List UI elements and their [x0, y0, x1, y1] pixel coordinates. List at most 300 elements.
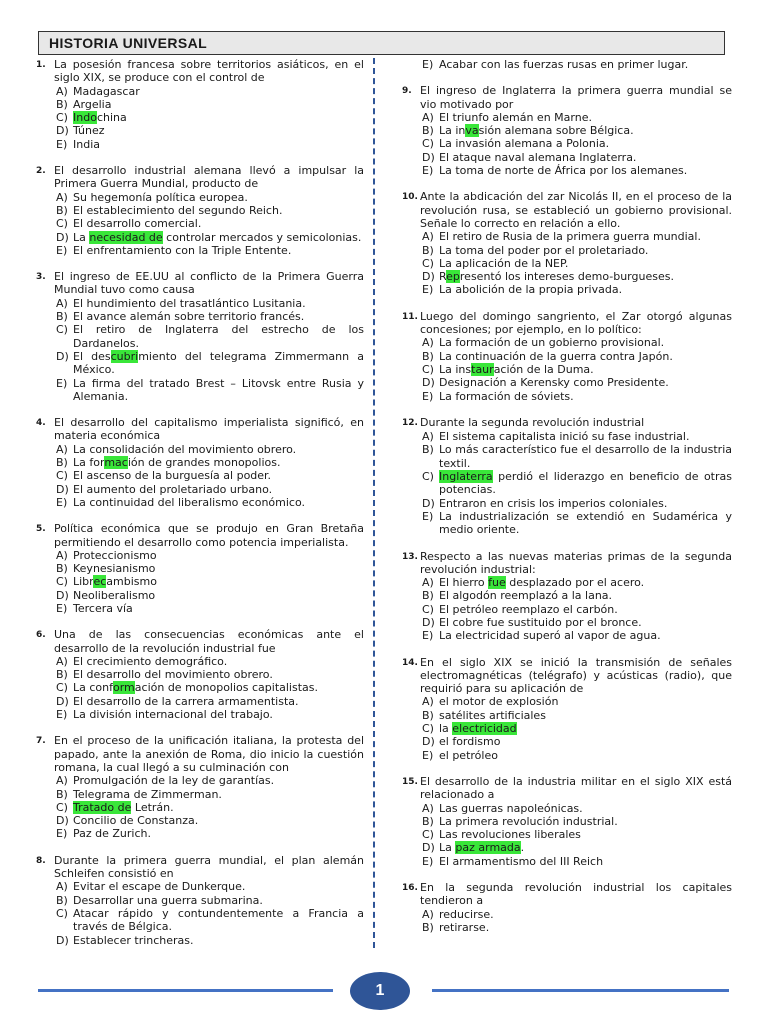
- option-letter: A): [56, 84, 68, 98]
- option: [402, 749, 732, 762]
- question-number: 2.: [36, 166, 46, 177]
- option-letter: E): [56, 708, 68, 722]
- option-letter: D): [56, 694, 69, 708]
- question-8-option-e: [402, 58, 732, 71]
- answer-highlight: ec: [93, 575, 107, 589]
- option: [36, 217, 364, 230]
- option-letter: B): [422, 349, 434, 363]
- option: [36, 894, 364, 907]
- option-text: Neoliberalismo: [73, 588, 156, 602]
- option: [402, 230, 732, 243]
- footer-line-right: [432, 989, 729, 992]
- option-text: La consolidación del movimiento obrero.: [73, 442, 297, 456]
- question-text: Una de las consecuencias económicas ante el desarrollo de la revolución industrial fue: [54, 628, 364, 655]
- option: [402, 390, 732, 403]
- option: [402, 151, 732, 164]
- option-text: El sistema capitalista inició su fase industrial.: [439, 430, 690, 444]
- answer-highlight: paz armada: [455, 841, 521, 855]
- option: [402, 257, 732, 270]
- option-letter: E): [422, 854, 434, 868]
- question-stem: [36, 734, 364, 774]
- option-text: India: [73, 137, 100, 151]
- option: [402, 430, 732, 443]
- option-letter: B): [422, 920, 434, 934]
- option: [402, 336, 732, 349]
- option-letter: E): [422, 389, 434, 403]
- option-letter: A): [56, 548, 68, 562]
- option: [402, 576, 732, 589]
- question-text: En el siglo XIX se inició la transmisión de señales electromagnéticas (telégrafo) y acústicas (radio), que requirió para su aplicación de: [420, 655, 732, 696]
- page-number: 1: [375, 982, 385, 999]
- option-text: Indochina: [73, 111, 127, 125]
- option: [36, 801, 364, 814]
- option-letter: B): [56, 668, 68, 682]
- question-stem: [402, 416, 732, 430]
- option-letter: A): [422, 801, 434, 815]
- option-text: Atacar rápido y contundentemente a Francia a través de Bélgica.: [73, 906, 364, 934]
- question-number: 12.: [402, 417, 418, 428]
- question-text: El desarrollo industrial alemana llevó a impulsar la Primera Guerra Mundial, producto de: [54, 164, 364, 191]
- option: [402, 283, 732, 296]
- option: [36, 589, 364, 602]
- question: [402, 84, 732, 177]
- option: [36, 827, 364, 840]
- question-number: 9.: [402, 86, 412, 97]
- option: [36, 655, 364, 668]
- option-letter: D): [422, 735, 435, 749]
- question-stem: [36, 416, 364, 443]
- question: [402, 190, 732, 296]
- option-text: La toma de norte de África por los alemanes.: [439, 164, 688, 178]
- option: [36, 549, 364, 562]
- question-text: En el proceso de la unificación italiana, la protesta del papado, ante la anexión de Roma, dio inicio la cuestión romana, la cual llegó a su culminación con: [54, 734, 364, 774]
- question-number: 16.: [402, 883, 418, 894]
- option-text: Tercera vía: [73, 601, 133, 615]
- question: [402, 775, 732, 868]
- option-text: Madagascar: [73, 84, 140, 98]
- option-text: La primera revolución industrial.: [439, 814, 618, 828]
- question: [36, 270, 364, 403]
- option-text: Librecambismo: [73, 575, 157, 589]
- option: [36, 483, 364, 496]
- option-letter: A): [56, 190, 68, 204]
- option-text: El hundimiento del trasatlántico Lusitania.: [73, 296, 306, 310]
- option-text: Paz de Zurich.: [73, 827, 151, 841]
- option-letter: C): [422, 470, 434, 484]
- option-text: La continuidad del liberalismo económico.: [73, 495, 305, 509]
- option-text: El retiro de Inglaterra del estrecho de los Dardanelos.: [73, 323, 364, 350]
- option-text: El desarrollo del movimiento obrero.: [73, 668, 273, 682]
- option: [36, 350, 364, 377]
- option-letter: A): [422, 695, 434, 709]
- option: [36, 575, 364, 588]
- option-text: El aumento del proletariado urbano.: [73, 482, 273, 496]
- right-column: [402, 58, 732, 947]
- option-text: La abolición de la propia privada.: [439, 283, 623, 297]
- question-text: En la segunda revolución industrial los capitales tendieron a: [420, 881, 732, 908]
- question-number: 14.: [402, 657, 418, 668]
- option-letter: B): [56, 310, 68, 324]
- answer-highlight: orm: [113, 681, 135, 695]
- option-letter: B): [422, 124, 434, 138]
- question-number: 11.: [402, 311, 418, 322]
- left-column: [36, 58, 364, 960]
- option-letter: E): [422, 629, 434, 643]
- question-stem: [36, 164, 364, 191]
- option-letter: D): [422, 496, 435, 510]
- option-letter: D): [422, 615, 435, 629]
- answer-highlight: necesidad de: [89, 230, 163, 244]
- option-letter: A): [56, 442, 68, 456]
- option-text: La toma del poder por el proletariado.: [439, 243, 649, 257]
- option-letter: C): [56, 469, 68, 483]
- option: [402, 164, 732, 177]
- option: [36, 456, 364, 469]
- option: [36, 377, 364, 404]
- option-text: Las revoluciones liberales: [439, 828, 581, 842]
- option-text: Túnez: [73, 124, 105, 138]
- option: [36, 323, 364, 350]
- option-text: Su hegemonía política europea.: [73, 190, 248, 204]
- option: [402, 470, 732, 497]
- option: [36, 880, 364, 893]
- option: [402, 828, 732, 841]
- option-letter: D): [422, 270, 435, 284]
- option-text: La división internacional del trabajo.: [73, 708, 273, 722]
- option-text: El hierro fue desplazado por el acero.: [439, 576, 645, 590]
- option-text: La formación de grandes monopolios.: [73, 456, 281, 470]
- option-letter: C): [56, 800, 68, 814]
- option-letter: B): [422, 708, 434, 722]
- option-text: retirarse.: [439, 920, 490, 934]
- option: [402, 709, 732, 722]
- option: [402, 124, 732, 137]
- option: [36, 98, 364, 111]
- option-letter: E): [56, 495, 68, 509]
- question-stem: [36, 854, 364, 881]
- option: [402, 695, 732, 708]
- question: [402, 416, 732, 537]
- option-text: El desarrollo de la carrera armamentista.: [73, 694, 299, 708]
- option-letter: B): [56, 203, 68, 217]
- question-text: La posesión francesa sobre territorios asiáticos, en el siglo XIX, se produce con el control de: [54, 58, 364, 85]
- option-letter: C): [422, 828, 434, 842]
- option: [36, 496, 364, 509]
- question-text: Respecto a las nuevas materias primas de la segunda revolución industrial:: [420, 549, 732, 576]
- question-text: El ingreso de EE.UU al conflicto de la Primera Guerra Mundial tuvo como causa: [54, 270, 364, 297]
- option-letter: B): [56, 562, 68, 576]
- question-text: Durante la primera guerra mundial, el plan alemán Schleifen consistió en: [54, 853, 364, 881]
- question-stem: [402, 310, 732, 337]
- question-stem: [402, 775, 732, 802]
- option: [36, 788, 364, 801]
- option-letter: E): [56, 137, 68, 151]
- option-text: La aplicación de la NEP.: [439, 256, 569, 270]
- option-text: El triunfo alemán en Marne.: [439, 110, 592, 124]
- question-number: 10.: [402, 192, 418, 203]
- question-number: 8.: [36, 855, 46, 866]
- question: [402, 881, 732, 934]
- option-letter: C): [56, 111, 68, 125]
- answer-highlight: Indo: [73, 111, 97, 125]
- option-text: Acabar con las fuerzas rusas en primer lugar.: [439, 58, 689, 71]
- option-text: El avance alemán sobre territorio francés.: [73, 310, 305, 324]
- option-text: Entraron en crisis los imperios coloniales.: [439, 496, 668, 510]
- option: [402, 722, 732, 735]
- option-text: Representó los intereses demo-burgueses.: [439, 270, 674, 284]
- option: [36, 562, 364, 575]
- question-stem: [402, 550, 732, 577]
- answer-highlight: taur: [471, 362, 494, 376]
- question-text: El ingreso de Inglaterra la primera guerra mundial se vio motivado por: [420, 84, 732, 111]
- question-stem: [402, 881, 732, 908]
- column-divider: [373, 58, 375, 948]
- option-letter: D): [422, 841, 435, 855]
- question-number: 13.: [402, 551, 418, 562]
- option: [402, 921, 732, 934]
- option: [402, 497, 732, 510]
- option-letter: A): [422, 576, 434, 590]
- option-text: El crecimiento demográfico.: [73, 654, 228, 668]
- option-letter: B): [56, 456, 68, 470]
- option-text: Inglaterra perdió el liderazgo en beneficio de otras potencias.: [439, 470, 732, 497]
- option: [402, 589, 732, 602]
- option: [36, 907, 364, 934]
- option-letter: C): [56, 323, 68, 337]
- option-text: Keynesianismo: [73, 562, 156, 576]
- option: [36, 204, 364, 217]
- question-stem: [36, 270, 364, 297]
- option-letter: D): [56, 482, 69, 496]
- question: [36, 628, 364, 721]
- question-number: 1.: [36, 60, 46, 70]
- option: [36, 668, 364, 681]
- answer-highlight: electricidad: [452, 722, 517, 736]
- answer-highlight: Tratado de: [73, 800, 132, 814]
- option-text: El cobre fue sustituido por el bronce.: [439, 615, 642, 629]
- option-text: el fordismo: [439, 735, 501, 749]
- option-letter: C): [56, 906, 68, 920]
- option-letter: C): [56, 217, 68, 231]
- option-text: El enfrentamiento con la Triple Entente.: [73, 243, 292, 257]
- option: [36, 310, 364, 323]
- question-number: 5.: [36, 524, 46, 535]
- question: [36, 854, 364, 947]
- option-text: el petróleo: [439, 748, 498, 762]
- option-text: Concilio de Constanza.: [73, 814, 199, 828]
- option: [402, 111, 732, 124]
- question-stem: [402, 190, 732, 230]
- option-letter: A): [422, 336, 434, 350]
- option: [36, 602, 364, 615]
- question-text: Luego del domingo sangriento, el Zar otorgó algunas concesiones; por ejemplo, en lo político:: [420, 309, 732, 337]
- option-letter: E): [56, 243, 68, 257]
- option: [36, 681, 364, 694]
- option-letter: E): [422, 283, 434, 297]
- answer-highlight: va: [465, 124, 479, 138]
- page-number-badge: [350, 972, 410, 1010]
- question-stem: [36, 522, 364, 549]
- question: [36, 164, 364, 257]
- option-letter: C): [422, 256, 434, 270]
- option-text: el motor de explosión: [439, 695, 559, 709]
- option-letter: D): [422, 150, 435, 164]
- option-text: El armamentismo del III Reich: [439, 854, 604, 868]
- option-text: Promulgación de la ley de garantías.: [73, 774, 275, 788]
- option-letter: E): [422, 164, 434, 178]
- option-letter: A): [56, 654, 68, 668]
- question-number: 7.: [36, 736, 46, 747]
- option: [36, 469, 364, 482]
- option-text: La invasión alemana a Polonia.: [439, 137, 610, 151]
- option-letter: A): [56, 880, 68, 894]
- question-number: 4.: [36, 418, 46, 429]
- option-letter: E): [422, 58, 434, 71]
- option-letter: D): [56, 814, 69, 828]
- question-text: Política económica que se produjo en Gran Bretaña permitiendo el desarrollo como potencia imperialista.: [54, 522, 364, 549]
- option: [36, 814, 364, 827]
- option-text: La paz armada.: [439, 841, 525, 855]
- option-letter: A): [422, 430, 434, 444]
- option-letter: E): [56, 376, 68, 390]
- question-number: 6.: [36, 630, 46, 641]
- option-letter: E): [56, 827, 68, 841]
- option-text: La industrialización se extendió en Sudamérica y medio oriente.: [439, 509, 732, 537]
- option-letter: E): [56, 601, 68, 615]
- question-number: 15.: [402, 776, 418, 787]
- option: [402, 841, 732, 854]
- option-letter: C): [422, 137, 434, 151]
- question: [402, 656, 732, 762]
- option-letter: A): [56, 296, 68, 310]
- question-stem: [402, 656, 732, 696]
- option-text: La firma del tratado Brest – Litovsk entre Rusia y Alemania.: [73, 376, 364, 403]
- option-letter: A): [422, 110, 434, 124]
- option-text: El desarrollo comercial.: [73, 217, 202, 231]
- answer-highlight: fue: [488, 576, 506, 590]
- answer-highlight: ep: [446, 270, 460, 284]
- option: [402, 815, 732, 828]
- option-text: Establecer trincheras.: [73, 933, 194, 947]
- option: [402, 908, 732, 921]
- option-letter: C): [422, 722, 434, 736]
- option-text: La electricidad superó al vapor de agua.: [439, 629, 661, 643]
- option: [402, 270, 732, 283]
- option: [402, 443, 732, 470]
- question: [36, 734, 364, 840]
- option-text: reducirse.: [439, 907, 494, 921]
- option: [36, 934, 364, 947]
- question: [36, 416, 364, 509]
- option: [402, 603, 732, 616]
- option: [36, 191, 364, 204]
- question-stem: [402, 84, 732, 111]
- option-letter: D): [422, 376, 435, 390]
- option-text: Desarrollar una guerra submarina.: [73, 893, 263, 907]
- option-text: La invasión alemana sobre Bélgica.: [439, 124, 634, 138]
- option-letter: B): [422, 814, 434, 828]
- option-letter: D): [56, 349, 69, 363]
- option-letter: D): [56, 588, 69, 602]
- option-text: Proteccionismo: [73, 548, 157, 562]
- option-text: El petróleo reemplazo el carbón.: [439, 602, 618, 616]
- option-text: El retiro de Rusia de la primera guerra mundial.: [439, 230, 701, 244]
- option: [402, 363, 732, 376]
- option: [402, 244, 732, 257]
- option-letter: B): [56, 97, 68, 111]
- option-text: El algodón reemplazó a la lana.: [439, 589, 613, 603]
- option: [402, 510, 732, 537]
- option-letter: A): [56, 774, 68, 788]
- option-letter: B): [56, 787, 68, 801]
- option: [36, 231, 364, 244]
- answer-highlight: cubri: [110, 349, 139, 363]
- page-header: [38, 31, 725, 55]
- option-text: La instauración de la Duma.: [439, 362, 594, 376]
- option-text: satélites artificiales: [439, 708, 546, 722]
- answer-highlight: mac: [104, 456, 128, 470]
- option-letter: D): [56, 124, 69, 138]
- question-text: Durante la segunda revolución industrial: [420, 415, 645, 429]
- option-letter: A): [422, 230, 434, 244]
- option: [402, 735, 732, 748]
- option: [36, 124, 364, 137]
- question-number: 3.: [36, 272, 46, 283]
- option: [36, 695, 364, 708]
- option-text: El descubrimiento del telegrama Zimmermann a México.: [73, 349, 364, 377]
- option-letter: B): [422, 443, 434, 457]
- option-letter: C): [422, 362, 434, 376]
- question-text: El desarrollo de la industria militar en el siglo XIX está relacionado a: [420, 774, 732, 802]
- option-letter: D): [56, 933, 69, 947]
- question: [36, 58, 364, 151]
- option: [402, 629, 732, 642]
- option-text: El establecimiento del segundo Reich.: [73, 203, 283, 217]
- option-letter: D): [56, 230, 69, 244]
- footer-line-left: [38, 989, 333, 992]
- option: [402, 616, 732, 629]
- option-text: La formación de sóviets.: [439, 389, 574, 403]
- question: [402, 310, 732, 403]
- option-text: La necesidad de controlar mercados y semicolonias.: [73, 230, 362, 244]
- option: [36, 244, 364, 257]
- option-text: Argelia: [73, 97, 112, 111]
- option-text: El ascenso de la burguesía al poder.: [73, 469, 272, 483]
- option: [402, 802, 732, 815]
- option: [36, 85, 364, 98]
- option-letter: B): [422, 589, 434, 603]
- option: [36, 138, 364, 151]
- question-text: El desarrollo del capitalismo imperialista significó, en materia económica: [54, 416, 364, 443]
- option-text: La conformación de monopolios capitalistas.: [73, 681, 319, 695]
- question-stem: [36, 58, 364, 85]
- question: [36, 522, 364, 615]
- option-letter: A): [422, 907, 434, 921]
- option-text: la electricidad: [439, 722, 517, 736]
- answer-highlight: Inglaterra: [439, 470, 493, 484]
- option-text: El ataque naval alemana Inglaterra.: [439, 150, 637, 164]
- option: [402, 376, 732, 389]
- option-text: Designación a Kerensky como Presidente.: [439, 376, 669, 390]
- option-text: Tratado de Letrán.: [73, 800, 174, 814]
- option-text: Evitar el escape de Dunkerque.: [73, 880, 246, 894]
- option-text: La formación de un gobierno provisional.: [439, 336, 665, 350]
- option: [36, 774, 364, 787]
- page-title: HISTORIA UNIVERSAL: [49, 35, 208, 51]
- option-text: Telegrama de Zimmerman.: [73, 787, 222, 801]
- question-text: Ante la abdicación del zar Nicolás II, en el proceso de la revolución rusa, se estableció un gobierno provisional. Señale lo correcto en relación a ello.: [420, 190, 732, 230]
- option: [402, 350, 732, 363]
